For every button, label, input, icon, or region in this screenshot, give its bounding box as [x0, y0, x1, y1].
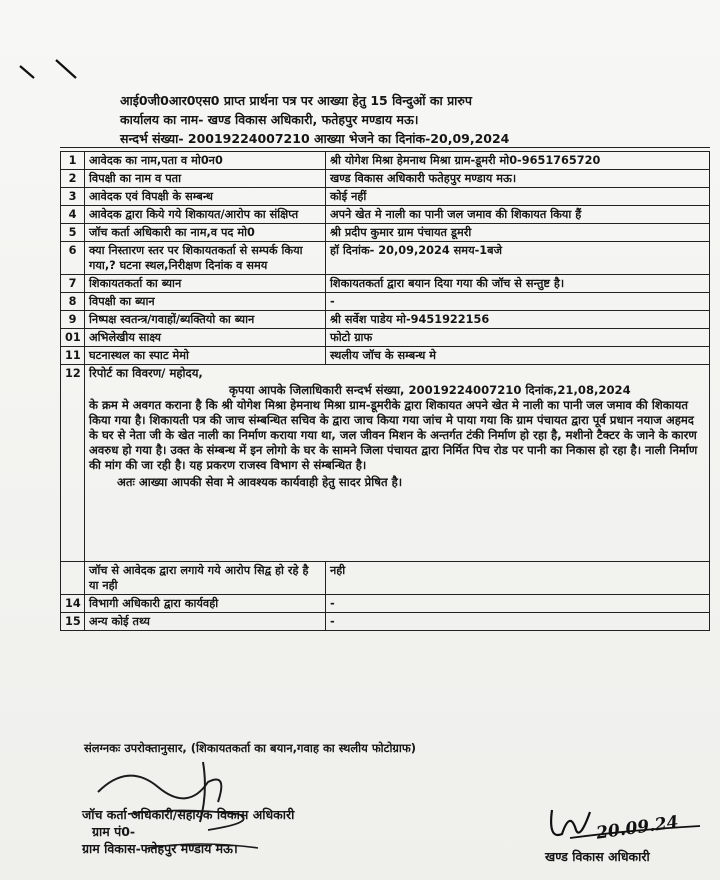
report-greeting: कृपया आपके जिलाधिकारी सन्दर्भ संख्या, 20019224007210 दिनांक,21,08,2024	[229, 383, 631, 397]
serial-number: 15	[61, 613, 85, 631]
answer-cell: खण्ड विकास अधिकारी फतेहपुर मण्डाय मऊ।	[326, 170, 710, 188]
question-cell: जॉच से आवेदक द्वारा लगाये गये आरोप सिद्व हो रहे है या नही	[85, 562, 326, 595]
serial-number: 5	[61, 224, 85, 242]
table-row	[61, 329, 710, 347]
answer-cell: हॉ दिनांक- 20,09,2024 समय-1बजे	[326, 242, 710, 275]
table-row	[61, 170, 710, 188]
question-cell: आवेदक द्वारा किये गये शिकायत/आरोप का संक्षिप्त	[85, 206, 326, 224]
serial-number: 01	[61, 329, 85, 347]
answer-cell: कोई नहीं	[326, 188, 710, 206]
table-row	[61, 152, 710, 170]
table-row	[61, 224, 710, 242]
serial-number: 12	[61, 365, 85, 562]
question-cell: क्या निस्तारण स्तर पर शिकायतकर्ता से सम्पर्क किया गया,? घटना स्थल,निरीक्षण दिनांक व समय	[85, 242, 326, 275]
table-row	[61, 562, 710, 595]
serial-number	[61, 562, 85, 595]
answer-cell: श्री सर्वेश पाडेय मो-9451922156	[326, 311, 710, 329]
report-closing: अतः आख्या आपकी सेवा मे आवश्यक कार्यवाही हेतु सादर प्रेषित है।	[117, 475, 403, 489]
serial-number: 4	[61, 206, 85, 224]
table-row	[61, 206, 710, 224]
answer-cell: फोटो ग्राफ	[326, 329, 710, 347]
table-row	[61, 311, 710, 329]
reference-line: सन्दर्भ संख्या- 20019224007210 आख्या भेजने का दिनांक-20,09,2024	[120, 131, 510, 146]
question-cell: आवेदक एवं विपक्षी के सम्बन्ध	[85, 188, 326, 206]
table-row	[61, 347, 710, 365]
report-heading: रिपोर्ट का विवरण/ महोदय,	[89, 366, 203, 380]
report-table	[60, 151, 710, 631]
question-cell: विपक्षी का ब्यान	[85, 293, 326, 311]
question-cell: निष्पक्ष स्वतन्त्र/गवाहों/ब्यक्तियो का ब्यान	[85, 311, 326, 329]
form-title: आई0जी0आर0एस0 प्राप्त प्रार्थना पत्र पर आख्या हेतु 15 विन्दुओं का प्रारुप	[120, 93, 472, 108]
question-cell: विपक्षी का नाम व पता	[85, 170, 326, 188]
serial-number: 3	[61, 188, 85, 206]
serial-number: 2	[61, 170, 85, 188]
serial-number: 1	[61, 152, 85, 170]
answer-cell: शिकायतकर्ता द्वारा बयान दिया गया की जॉच से सन्तुष्ट है।	[326, 275, 710, 293]
serial-number: 7	[61, 275, 85, 293]
table-row	[61, 595, 710, 613]
village-development-office: ग्राम विकास-फतेहपुर मण्डाय मऊ।	[82, 841, 238, 856]
question-cell: विभागी अधिकारी द्वारा कार्यवही	[85, 595, 326, 613]
serial-number: 6	[61, 242, 85, 275]
enclosure-note: संलग्नकः उपरोक्तानुसार, (शिकायतकर्ता का बयान,गवाह का स्थलीय फोटोग्राफ)	[84, 741, 417, 755]
header-rule	[60, 147, 710, 148]
question-cell: शिकायतकर्ता का ब्यान	[85, 275, 326, 293]
answer-cell: नही	[326, 562, 710, 595]
block-development-officer-title: खण्ड विकास अधिकारी	[545, 849, 650, 864]
answer-cell: श्री प्रदीप कुमार ग्राम पंचायत डूमरी	[326, 224, 710, 242]
signature-date: 20.09.24	[595, 812, 680, 844]
answer-cell: श्री योगेश मिश्रा हेमनाथ मिश्रा ग्राम-डूमरी मो0-9651765720	[326, 152, 710, 170]
answer-cell: -	[326, 293, 710, 311]
report-body: के क्रम मे अवगत कराना है कि श्री योगेश मिश्रा हेमनाथ मिश्रा ग्राम-डूमरीके द्वारा शिकायत अपने खेत मे नाली का पानी जल जमाव की शिकायत किया गया है। शिकायती पत्र की जाच संम्बन्धित सचिव के द्वारा जाच किया गया जांच मे पाया गया कि ग्राम पंचायत द्वारा पूर्व प्रधान नयाज अहमद के घर से नेता जी के खेत नाली का निर्माण कराया गया था, जल जीवन मिशन के अन्तर्गत टंकी निर्माण हो रहा है, मशीनो टैक्टर के जाने के कारण अवरुध हो गया है। उक्त के संम्बन्ध में इन लोगो के घर के सामने जिला पंचायत द्वारा निर्मित पिच रोड पर पानी का निकास हो रहा है। नाली निर्माण की मांग की जा रही है। यह प्रकरण राजस्व विभाग से संम्बन्धित है।	[89, 398, 698, 472]
answer-cell: स्थलीय जॉच के सम्बन्ध मे	[326, 347, 710, 365]
question-cell: आवेदक का नाम,पता व मो0न0	[85, 152, 326, 170]
pen-marks	[18, 58, 88, 88]
signature-block-left	[82, 806, 294, 857]
answer-cell: अपने खेत मे नाली का पानी जल जमाव की शिकायत किया हैं	[326, 206, 710, 224]
signatory-designation: जॉच कर्ता अधिकारी/सहायक विकास अधिकारी	[82, 807, 295, 822]
report-details-cell	[85, 365, 710, 562]
question-cell: अन्य कोई तथ्य	[85, 613, 326, 631]
gram-panchayat-label: ग्राम पं0-	[92, 824, 136, 839]
serial-number: 11	[61, 347, 85, 365]
question-cell: अभिलेखीय साक्ष्य	[85, 329, 326, 347]
answer-cell: -	[326, 595, 710, 613]
office-name: कार्यालय का नाम- खण्ड विकास अधिकारी, फतेहपुर मण्डाय मऊ।	[120, 112, 419, 127]
question-cell: जॉच कर्ता अधिकारी का नाम,व पद मो0	[85, 224, 326, 242]
question-cell: घटनास्थल का स्पाट मेमो	[85, 347, 326, 365]
table-row	[61, 293, 710, 311]
table-row	[61, 188, 710, 206]
blank-space	[89, 490, 705, 560]
serial-number: 14	[61, 595, 85, 613]
answer-cell: -	[326, 613, 710, 631]
table-row	[61, 242, 710, 275]
report-row	[61, 365, 710, 562]
table-row	[61, 613, 710, 631]
serial-number: 9	[61, 311, 85, 329]
table-row	[61, 275, 710, 293]
serial-number: 8	[61, 293, 85, 311]
